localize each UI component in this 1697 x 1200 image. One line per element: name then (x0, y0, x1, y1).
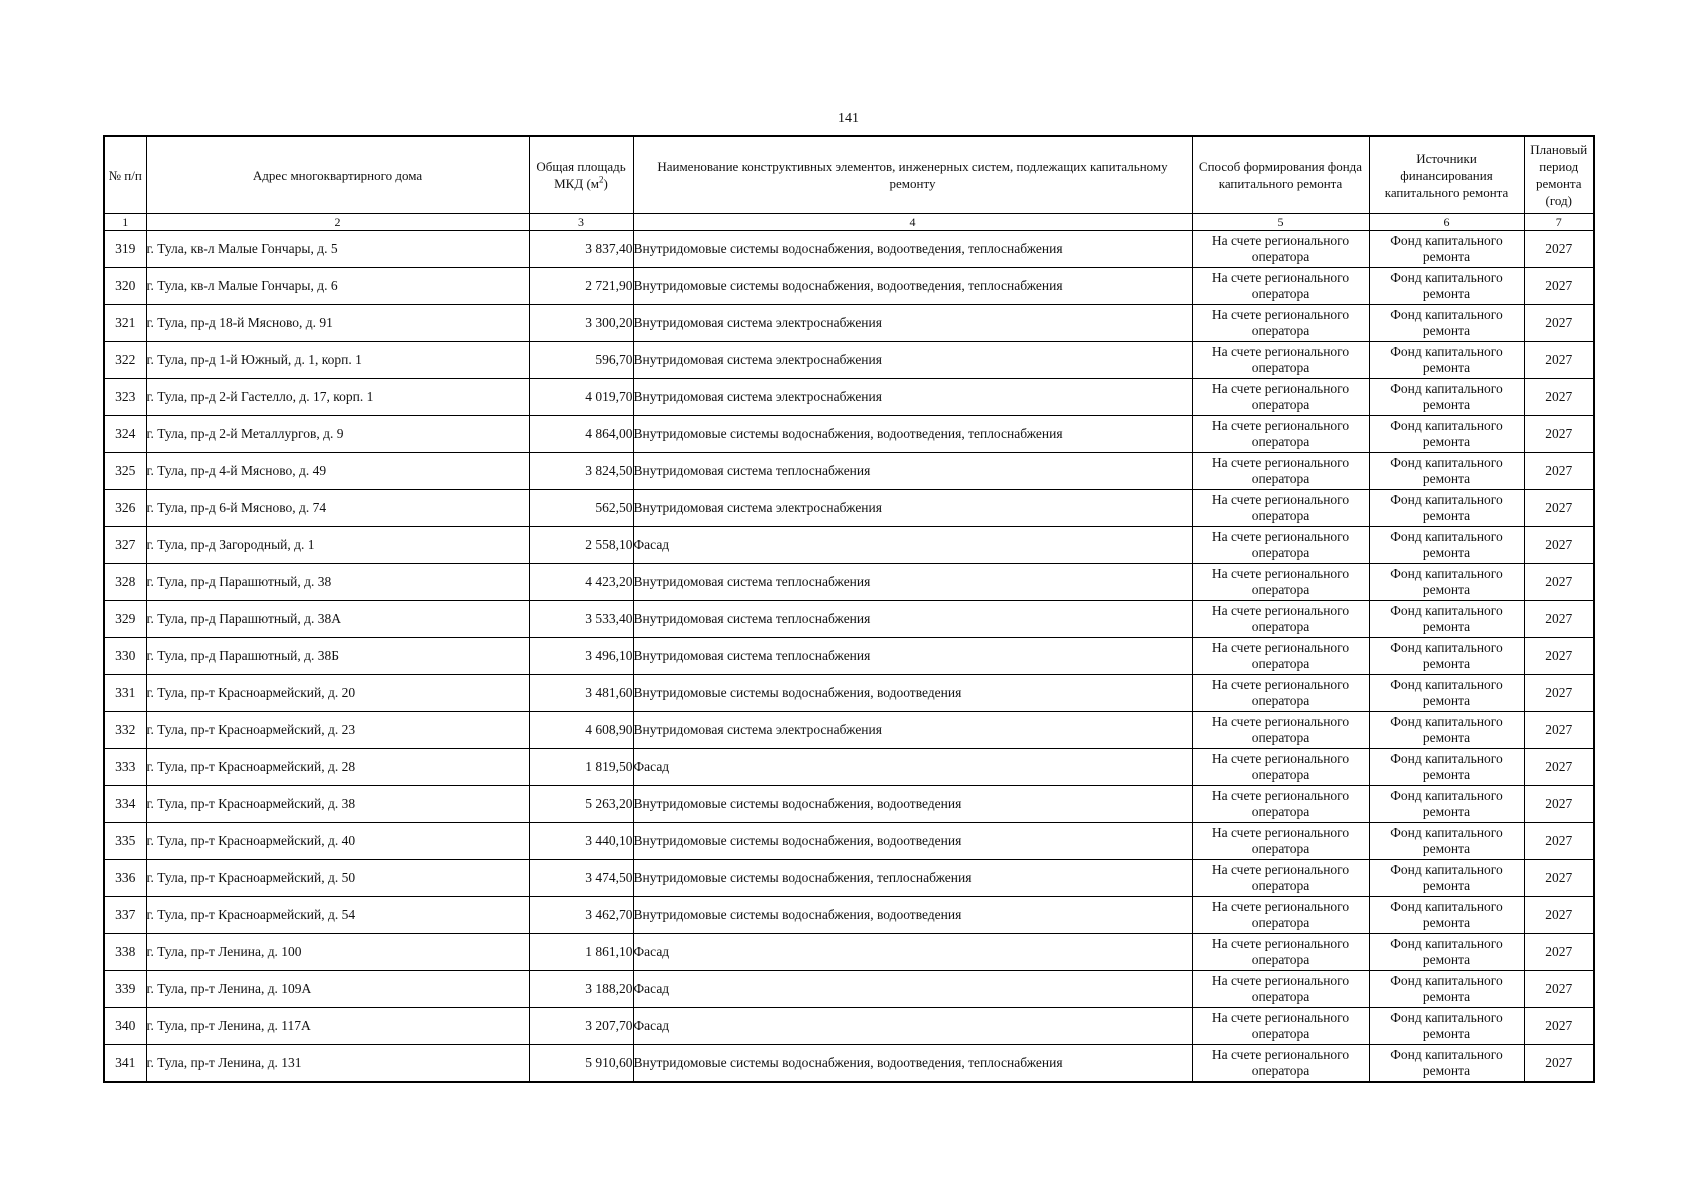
row-fund-method: На счете регионального оператора (1192, 564, 1369, 601)
row-address: г. Тула, пр-д 1-й Южный, д. 1, корп. 1 (146, 342, 529, 379)
row-fund-method: На счете регионального оператора (1192, 1008, 1369, 1045)
row-area: 4 864,00 (529, 416, 633, 453)
row-address: г. Тула, пр-д 6-й Мясново, д. 74 (146, 490, 529, 527)
row-fund-method: На счете регионального оператора (1192, 971, 1369, 1008)
row-address: г. Тула, пр-д 2-й Гастелло, д. 17, корп. 1 (146, 379, 529, 416)
row-number: 324 (104, 416, 146, 453)
row-address: г. Тула, кв-л Малые Гончары, д. 5 (146, 231, 529, 268)
row-year: 2027 (1524, 1008, 1594, 1045)
row-year: 2027 (1524, 786, 1594, 823)
row-address: г. Тула, пр-т Красноармейский, д. 40 (146, 823, 529, 860)
row-area: 3 481,60 (529, 675, 633, 712)
row-address: г. Тула, пр-т Ленина, д. 100 (146, 934, 529, 971)
row-number: 326 (104, 490, 146, 527)
row-area: 3 300,20 (529, 305, 633, 342)
row-year: 2027 (1524, 342, 1594, 379)
row-area: 3 837,40 (529, 231, 633, 268)
row-year: 2027 (1524, 601, 1594, 638)
row-address: г. Тула, пр-т Красноармейский, д. 38 (146, 786, 529, 823)
row-funding-source: Фонд капитального ремонта (1369, 638, 1524, 675)
row-number: 322 (104, 342, 146, 379)
row-works: Внутридомовая система теплоснабжения (633, 601, 1192, 638)
header-works: Наименование конструктивных элементов, инженерных систем, подлежащих капитальному ремонту (633, 136, 1192, 214)
row-area: 3 440,10 (529, 823, 633, 860)
row-address: г. Тула, пр-т Красноармейский, д. 20 (146, 675, 529, 712)
row-area: 4 608,90 (529, 712, 633, 749)
row-funding-source: Фонд капитального ремонта (1369, 823, 1524, 860)
row-number: 325 (104, 453, 146, 490)
row-address: г. Тула, пр-д Загородный, д. 1 (146, 527, 529, 564)
header-period: Плановый период ремонта (год) (1524, 136, 1594, 214)
row-area: 1 861,10 (529, 934, 633, 971)
row-number: 330 (104, 638, 146, 675)
row-number: 329 (104, 601, 146, 638)
row-funding-source: Фонд капитального ремонта (1369, 453, 1524, 490)
row-area: 5 910,60 (529, 1045, 633, 1083)
row-address: г. Тула, пр-т Ленина, д. 131 (146, 1045, 529, 1083)
header-row (104, 136, 1594, 214)
row-works: Фасад (633, 1008, 1192, 1045)
row-number: 331 (104, 675, 146, 712)
row-fund-method: На счете регионального оператора (1192, 342, 1369, 379)
table-row (104, 786, 1594, 823)
table-row (104, 490, 1594, 527)
row-works: Внутридомовые системы водоснабжения, водоотведения (633, 823, 1192, 860)
row-address: г. Тула, пр-т Красноармейский, д. 28 (146, 749, 529, 786)
header-area-close: ) (603, 176, 608, 191)
row-works: Внутридомовые системы водоснабжения, водоотведения, теплоснабжения (633, 268, 1192, 305)
row-works: Внутридомовые системы водоснабжения, водоотведения (633, 897, 1192, 934)
row-address: г. Тула, пр-т Красноармейский, д. 54 (146, 897, 529, 934)
row-address: г. Тула, пр-д 2-й Металлургов, д. 9 (146, 416, 529, 453)
row-address: г. Тула, пр-т Красноармейский, д. 50 (146, 860, 529, 897)
row-fund-method: На счете регионального оператора (1192, 675, 1369, 712)
column-number-row (104, 214, 1594, 231)
row-funding-source: Фонд капитального ремонта (1369, 527, 1524, 564)
row-fund-method: На счете регионального оператора (1192, 638, 1369, 675)
row-fund-method: На счете регионального оператора (1192, 1045, 1369, 1083)
row-works: Фасад (633, 934, 1192, 971)
table-row (104, 527, 1594, 564)
row-number: 336 (104, 860, 146, 897)
row-funding-source: Фонд капитального ремонта (1369, 564, 1524, 601)
table-row (104, 342, 1594, 379)
table-row (104, 823, 1594, 860)
row-funding-source: Фонд капитального ремонта (1369, 416, 1524, 453)
row-area: 3 188,20 (529, 971, 633, 1008)
row-area: 4 019,70 (529, 379, 633, 416)
row-funding-source: Фонд капитального ремонта (1369, 934, 1524, 971)
row-area: 4 423,20 (529, 564, 633, 601)
row-works: Внутридомовые системы водоснабжения, теплоснабжения (633, 860, 1192, 897)
table-row (104, 305, 1594, 342)
row-funding-source: Фонд капитального ремонта (1369, 897, 1524, 934)
row-year: 2027 (1524, 490, 1594, 527)
row-year: 2027 (1524, 564, 1594, 601)
row-area: 3 462,70 (529, 897, 633, 934)
row-works: Внутридомовая система электроснабжения (633, 712, 1192, 749)
table-body (104, 231, 1594, 1083)
row-year: 2027 (1524, 823, 1594, 860)
header-num: № п/п (104, 136, 146, 214)
row-number: 333 (104, 749, 146, 786)
table-row (104, 934, 1594, 971)
repair-program-table (103, 135, 1595, 1083)
row-year: 2027 (1524, 1045, 1594, 1083)
row-funding-source: Фонд капитального ремонта (1369, 749, 1524, 786)
row-fund-method: На счете регионального оператора (1192, 305, 1369, 342)
row-fund-method: На счете регионального оператора (1192, 749, 1369, 786)
row-works: Внутридомовые системы водоснабжения, водоотведения, теплоснабжения (633, 1045, 1192, 1083)
row-works: Внутридомовые системы водоснабжения, водоотведения (633, 786, 1192, 823)
row-number: 335 (104, 823, 146, 860)
row-number: 320 (104, 268, 146, 305)
column-number: 3 (529, 214, 633, 231)
row-number: 328 (104, 564, 146, 601)
page-number: 141 (838, 111, 859, 126)
row-area: 3 533,40 (529, 601, 633, 638)
table-row (104, 897, 1594, 934)
table-row (104, 712, 1594, 749)
row-funding-source: Фонд капитального ремонта (1369, 675, 1524, 712)
header-area-text: Общая площадь МКД (м (536, 159, 626, 191)
row-year: 2027 (1524, 305, 1594, 342)
row-year: 2027 (1524, 268, 1594, 305)
row-address: г. Тула, пр-д Парашютный, д. 38 (146, 564, 529, 601)
row-fund-method: На счете регионального оператора (1192, 231, 1369, 268)
column-number: 7 (1524, 214, 1594, 231)
table-row (104, 231, 1594, 268)
row-year: 2027 (1524, 897, 1594, 934)
row-address: г. Тула, кв-л Малые Гончары, д. 6 (146, 268, 529, 305)
row-number: 341 (104, 1045, 146, 1083)
row-address: г. Тула, пр-д Парашютный, д. 38А (146, 601, 529, 638)
column-number: 2 (146, 214, 529, 231)
header-area (529, 136, 633, 214)
row-works: Внутридомовые системы водоснабжения, водоотведения, теплоснабжения (633, 416, 1192, 453)
row-area: 1 819,50 (529, 749, 633, 786)
row-funding-source: Фонд капитального ремонта (1369, 231, 1524, 268)
table-row (104, 379, 1594, 416)
row-year: 2027 (1524, 416, 1594, 453)
row-number: 327 (104, 527, 146, 564)
row-area: 5 263,20 (529, 786, 633, 823)
row-works: Внутридомовая система электроснабжения (633, 342, 1192, 379)
row-fund-method: На счете регионального оператора (1192, 416, 1369, 453)
row-address: г. Тула, пр-д 18-й Мясново, д. 91 (146, 305, 529, 342)
table-row (104, 416, 1594, 453)
row-area: 596,70 (529, 342, 633, 379)
row-area: 2 558,10 (529, 527, 633, 564)
row-year: 2027 (1524, 675, 1594, 712)
row-number: 332 (104, 712, 146, 749)
row-funding-source: Фонд капитального ремонта (1369, 712, 1524, 749)
row-number: 323 (104, 379, 146, 416)
row-works: Внутридомовые системы водоснабжения, водоотведения (633, 675, 1192, 712)
row-address: г. Тула, пр-т Ленина, д. 109А (146, 971, 529, 1008)
row-fund-method: На счете регионального оператора (1192, 712, 1369, 749)
row-area: 3 474,50 (529, 860, 633, 897)
row-fund-method: На счете регионального оператора (1192, 860, 1369, 897)
row-works: Фасад (633, 527, 1192, 564)
row-fund-method: На счете регионального оператора (1192, 823, 1369, 860)
row-area: 2 721,90 (529, 268, 633, 305)
table-row (104, 268, 1594, 305)
row-funding-source: Фонд капитального ремонта (1369, 1008, 1524, 1045)
header-address: Адрес многоквартирного дома (146, 136, 529, 214)
header-area-sup: 2 (599, 174, 604, 185)
row-year: 2027 (1524, 527, 1594, 564)
row-works: Внутридомовая система электроснабжения (633, 305, 1192, 342)
row-number: 339 (104, 971, 146, 1008)
row-funding-source: Фонд капитального ремонта (1369, 1045, 1524, 1083)
row-fund-method: На счете регионального оператора (1192, 786, 1369, 823)
row-works: Внутридомовая система теплоснабжения (633, 564, 1192, 601)
row-fund-method: На счете регионального оператора (1192, 897, 1369, 934)
table-row (104, 860, 1594, 897)
row-year: 2027 (1524, 231, 1594, 268)
row-works: Фасад (633, 971, 1192, 1008)
row-year: 2027 (1524, 379, 1594, 416)
header-fund-method: Способ формирования фонда капитального ремонта (1192, 136, 1369, 214)
row-fund-method: На счете регионального оператора (1192, 490, 1369, 527)
table-row (104, 675, 1594, 712)
table-row (104, 564, 1594, 601)
header-sources: Источники финансирования капитального ремонта (1369, 136, 1524, 214)
table-row (104, 749, 1594, 786)
row-works: Фасад (633, 749, 1192, 786)
row-year: 2027 (1524, 712, 1594, 749)
row-area: 3 496,10 (529, 638, 633, 675)
row-funding-source: Фонд капитального ремонта (1369, 971, 1524, 1008)
row-year: 2027 (1524, 934, 1594, 971)
row-number: 321 (104, 305, 146, 342)
row-number: 319 (104, 231, 146, 268)
table-row (104, 1045, 1594, 1083)
row-funding-source: Фонд капитального ремонта (1369, 342, 1524, 379)
column-number: 1 (104, 214, 146, 231)
row-funding-source: Фонд капитального ремонта (1369, 786, 1524, 823)
column-number: 4 (633, 214, 1192, 231)
row-fund-method: На счете регионального оператора (1192, 934, 1369, 971)
row-area: 3 824,50 (529, 453, 633, 490)
row-funding-source: Фонд капитального ремонта (1369, 490, 1524, 527)
row-year: 2027 (1524, 453, 1594, 490)
row-year: 2027 (1524, 638, 1594, 675)
column-number: 6 (1369, 214, 1524, 231)
row-works: Внутридомовая система электроснабжения (633, 490, 1192, 527)
row-area: 562,50 (529, 490, 633, 527)
row-address: г. Тула, пр-т Красноармейский, д. 23 (146, 712, 529, 749)
column-number: 5 (1192, 214, 1369, 231)
row-fund-method: На счете регионального оператора (1192, 453, 1369, 490)
row-funding-source: Фонд капитального ремонта (1369, 860, 1524, 897)
row-funding-source: Фонд капитального ремонта (1369, 268, 1524, 305)
row-number: 340 (104, 1008, 146, 1045)
row-funding-source: Фонд капитального ремонта (1369, 379, 1524, 416)
row-number: 338 (104, 934, 146, 971)
row-area: 3 207,70 (529, 1008, 633, 1045)
row-address: г. Тула, пр-д 4-й Мясново, д. 49 (146, 453, 529, 490)
row-number: 334 (104, 786, 146, 823)
table-row (104, 453, 1594, 490)
row-year: 2027 (1524, 971, 1594, 1008)
row-year: 2027 (1524, 749, 1594, 786)
row-year: 2027 (1524, 860, 1594, 897)
row-funding-source: Фонд капитального ремонта (1369, 305, 1524, 342)
row-number: 337 (104, 897, 146, 934)
table-row (104, 971, 1594, 1008)
table-row (104, 638, 1594, 675)
row-works: Внутридомовая система электроснабжения (633, 379, 1192, 416)
row-fund-method: На счете регионального оператора (1192, 601, 1369, 638)
row-address: г. Тула, пр-т Ленина, д. 117А (146, 1008, 529, 1045)
table-row (104, 1008, 1594, 1045)
row-funding-source: Фонд капитального ремонта (1369, 601, 1524, 638)
row-fund-method: На счете регионального оператора (1192, 379, 1369, 416)
row-works: Внутридомовая система теплоснабжения (633, 453, 1192, 490)
row-address: г. Тула, пр-д Парашютный, д. 38Б (146, 638, 529, 675)
table-row (104, 601, 1594, 638)
row-fund-method: На счете регионального оператора (1192, 268, 1369, 305)
row-works: Внутридомовые системы водоснабжения, водоотведения, теплоснабжения (633, 231, 1192, 268)
row-fund-method: На счете регионального оператора (1192, 527, 1369, 564)
row-works: Внутридомовая система теплоснабжения (633, 638, 1192, 675)
